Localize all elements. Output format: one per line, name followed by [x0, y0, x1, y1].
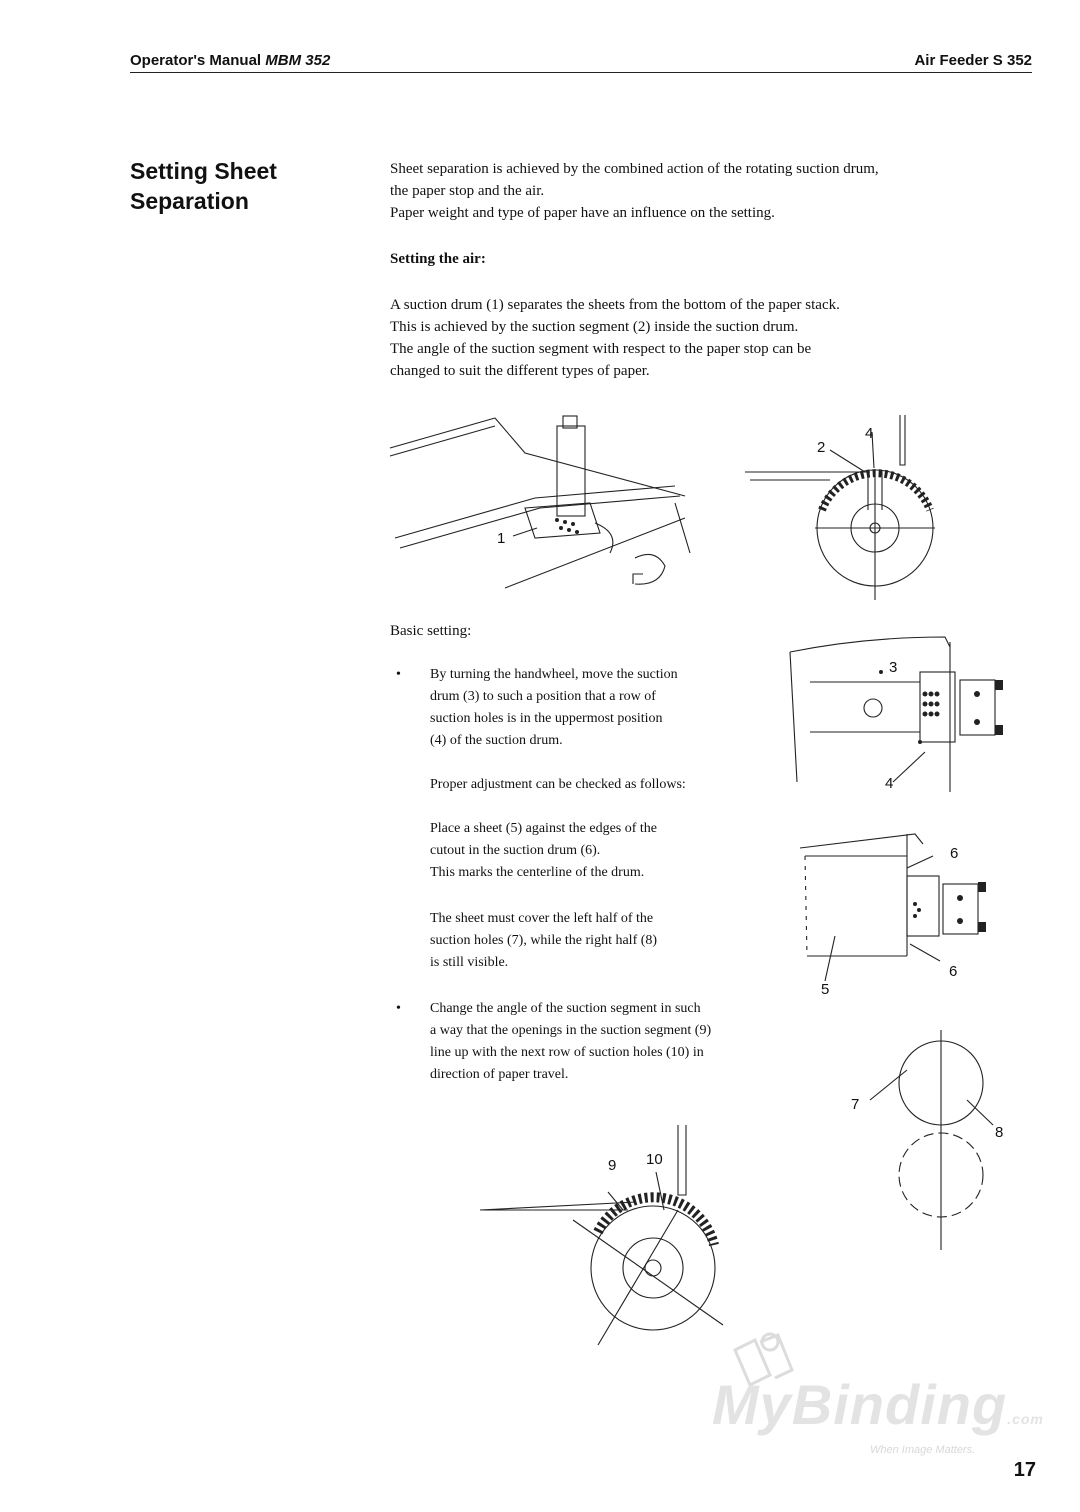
page-number: 17	[1013, 1459, 1036, 1481]
watermark-tagline: When Image Matters.	[870, 1444, 976, 1456]
bullet-2-line: a way that the openings in the suction segment (9)	[430, 1023, 712, 1038]
sheet-cover-line: is still visible.	[430, 955, 509, 970]
watermark-brand-text: MyBinding	[712, 1373, 1008, 1436]
manual-prefix: Operator's Manual	[130, 52, 262, 69]
manual-model: MBM 352	[265, 52, 331, 69]
bullet-1-line: suction holes is in the uppermost position	[430, 711, 663, 726]
fig1-label: 1	[497, 530, 506, 547]
air-line: This is achieved by the suction segment (2) inside the suction drum.	[390, 319, 799, 335]
manual-title	[130, 52, 330, 69]
fig6-label: 10	[646, 1151, 663, 1168]
figure-sheet-cutout	[795, 826, 1025, 996]
air-paragraph	[390, 294, 990, 382]
section-name: Air Feeder S 352	[914, 52, 1032, 69]
subheading: Setting the air:	[390, 251, 486, 267]
place-sheet-paragraph	[430, 818, 750, 884]
watermark	[700, 1330, 1044, 1480]
fig5-label: 7	[851, 1096, 860, 1113]
figure-suction-drum-perspective	[385, 408, 715, 598]
place-sheet-line: This marks the centerline of the drum.	[430, 865, 645, 880]
intro-line: Paper weight and type of paper have an influence on the setting.	[390, 205, 775, 221]
bullet-2-line: Change the angle of the suction segment in such	[430, 1001, 701, 1016]
intro-line: Sheet separation is achieved by the combined action of the rotating suction drum,	[390, 161, 879, 177]
fig2-label: 4	[865, 425, 874, 442]
intro-paragraph	[390, 158, 1010, 224]
fig3-label: 3	[889, 659, 898, 676]
fig3-label: 4	[885, 775, 894, 792]
fig4-label: 6	[950, 845, 959, 862]
header-rule	[130, 72, 1032, 73]
basic-setting-label: Basic setting:	[390, 623, 472, 639]
watermark-suffix: .com	[1007, 1411, 1044, 1427]
section-title: Setting Sheet Separation	[130, 158, 277, 214]
figure-suction-holes	[845, 1025, 1020, 1255]
figure-suction-drum-side	[740, 410, 940, 605]
watermark-brand	[712, 1372, 1044, 1437]
fig2-label: 2	[817, 439, 826, 456]
fig4-label: 5	[821, 981, 830, 998]
bullet-1-line: drum (3) to such a position that a row of	[430, 689, 656, 704]
sheet-cover-paragraph	[430, 908, 750, 974]
figure-suction-segment	[478, 1120, 738, 1365]
air-line: changed to suit the different types of paper.	[390, 363, 650, 379]
place-sheet-line: cutout in the suction drum (6).	[430, 843, 601, 858]
bullet-2-line: line up with the next row of suction holes (10) in	[430, 1045, 704, 1060]
bullet-2	[430, 998, 810, 1086]
fig5-label: 8	[995, 1124, 1004, 1141]
check-label: Proper adjustment can be checked as follows:	[430, 777, 686, 792]
bullet-marker: •	[396, 1001, 401, 1016]
bullet-2-line: direction of paper travel.	[430, 1067, 569, 1082]
intro-line: the paper stop and the air.	[390, 183, 545, 199]
bullet-marker: •	[396, 667, 401, 682]
bullet-1-line: (4) of the suction drum.	[430, 733, 563, 748]
bullet-1	[430, 664, 775, 752]
sheet-cover-line: The sheet must cover the left half of the	[430, 911, 654, 926]
air-line: The angle of the suction segment with respect to the paper stop can be	[390, 341, 812, 357]
sheet-cover-line: suction holes (7), while the right half (8)	[430, 933, 658, 948]
air-line: A suction drum (1) separates the sheets from the bottom of the paper stack.	[390, 297, 840, 313]
place-sheet-line: Place a sheet (5) against the edges of the	[430, 821, 658, 836]
fig6-label: 9	[608, 1157, 617, 1174]
figure-drum-top-view	[785, 632, 1025, 797]
fig4-label: 6	[949, 963, 958, 980]
bullet-1-line: By turning the handwheel, move the suction	[430, 667, 678, 682]
